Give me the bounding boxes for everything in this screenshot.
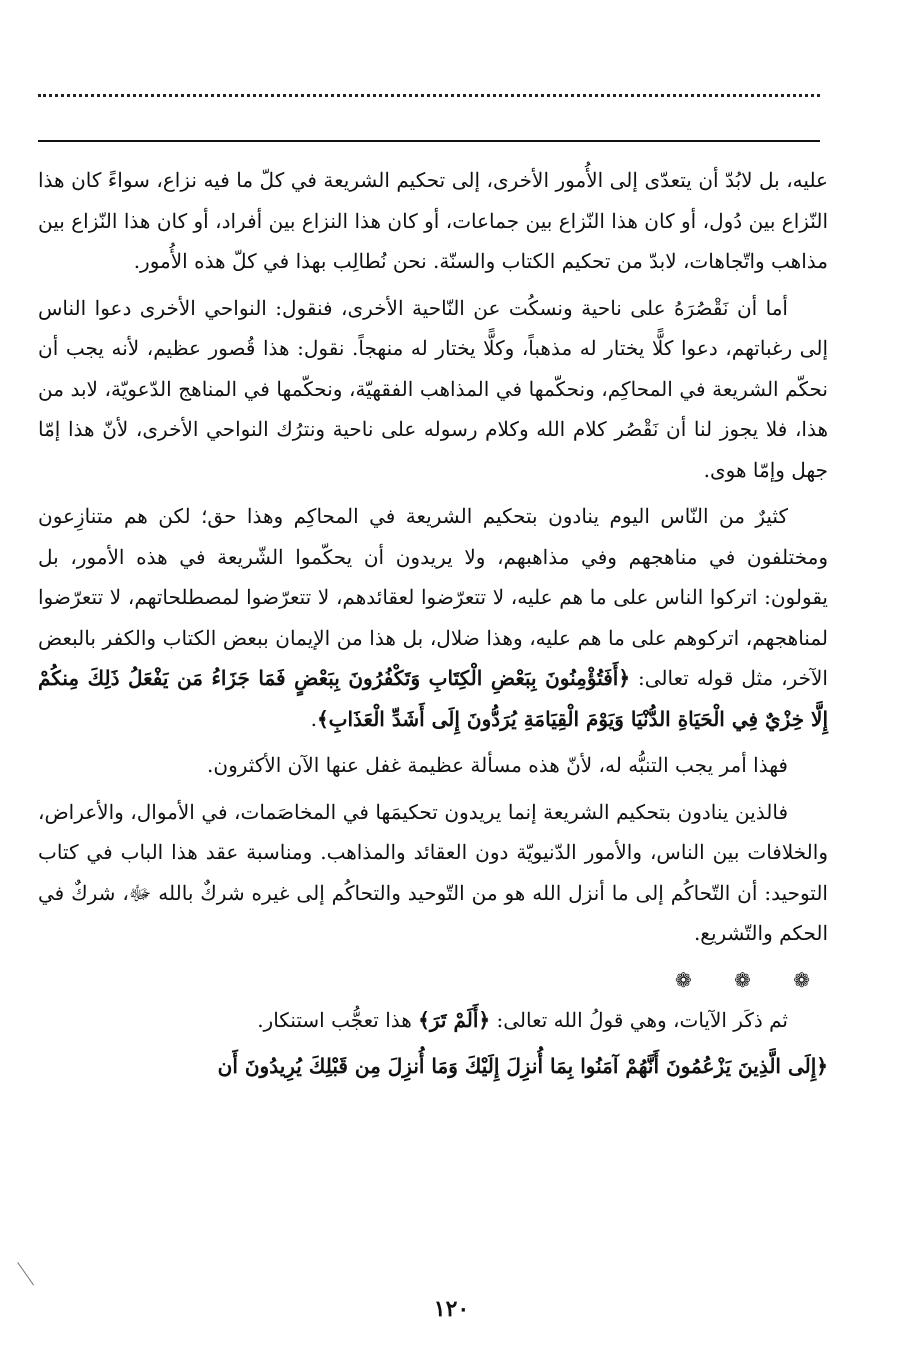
paragraph-7 — [38, 1046, 828, 1087]
page-body — [38, 160, 828, 1093]
section-ornaments: ❁ ❁ ❁ — [675, 967, 828, 992]
paragraph-4-text: فهذا أمر يجب التنبُّه له، لأنّ هذه مسألة عظيمة غفل عنها الآن الأكثرون. — [207, 753, 788, 777]
paragraph-5-text: فالذين ينادون بتحكيم الشريعة إنما يريدون تحكيمَها في المخاصَمات، في الأموال، والأعراض، والخلافات بين الناس، والأمور الدّنيويّة دون العقائد والمذاهب. ومناسبة عقد هذا الباب في كتاب التوحيد: أن التّحاكُم إلى ما أنزل الله هو من التّوحيد والتحاكُم إلى غيره شركٌ بالله ﷻ، شركٌ في الحكم والتّشريع. — [38, 799, 828, 945]
paragraph-2 — [38, 288, 828, 491]
quran-verse-3: ﴿إِلَى الَّذِينَ يَزْعُمُونَ أَنَّهُمْ آمَنُوا بِمَا أُنزِلَ إِلَيْكَ وَمَا أُنزِلَ مِن قَبْلِكَ يُرِيدُونَ أَن — [217, 1054, 828, 1078]
paragraph-6-prefix: ثم ذكَر الآيات، وهي قولُ الله تعالى: — [490, 1007, 788, 1032]
paragraph-5 — [38, 792, 828, 954]
margin-mark — [17, 1262, 34, 1286]
page-number: ١٢٠ — [433, 1296, 470, 1322]
paragraph-4 — [38, 745, 828, 786]
paragraph-6-text: هذا تعجُّب استنكار. — [257, 1007, 419, 1032]
quran-verse-1: ﴿أَفَتُؤْمِنُونَ بِبَعْضِ الْكِتَابِ وَتَكْفُرُونَ بِبَعْضٍ فَمَا جَزَاءُ مَن يَفْعَلُ ذَلِكَ مِنكُمْ إِلَّا خِزْيٌ فِي الْحَيَاةِ الدُّنْيَا وَيَوْمَ الْقِيَامَةِ يُرَدُّونَ إِلَى أَشَدِّ الْعَذَابِ﴾ — [38, 666, 828, 731]
header-dotted-rule — [38, 94, 820, 97]
header-solid-rule — [38, 140, 820, 142]
paragraph-6 — [38, 1000, 828, 1041]
paragraph-3-end: . — [310, 706, 317, 731]
paragraph-1-text: عليه، بل لابُدّ أن يتعدّى إلى الأُمور الأخرى، إلى تحكيم الشريعة في كلّ ما فيه نزاع، سواءً كان هذا النّزاع بين دُول، أو كان هذا النّزاع بين جماعات، أو كان هذا النزاع بين أفراد، أو كان هذا النّزاع بين مذاهب واتّجاهات، لابدّ من تحكيم الكتاب والسنّة. نحن نُطالِب بهذا في كلّ هذه الأُمور. — [38, 168, 828, 273]
paragraph-1 — [38, 160, 828, 282]
quran-verse-2: ﴿أَلَمْ تَرَ﴾ — [418, 1007, 491, 1032]
paragraph-3-text: كثيرٌ من النّاس اليوم ينادون بتحكيم الشريعة في المحاكِم وهذا حق؛ لكن هم متنازِعون ومختلفون في مناهجهم وفي مذاهبهم، ولا يريدون أن يحكّموا الشّريعة في هذه الأمور، بل يقولون: اتركوا الناس على ما هم عليه، لا تتعرّضوا لعقائدهم، لا تتعرّضوا لمصطلحاتهم، لا تتعرّضوا لمناهجهم، اتركوهم على ما هم عليه، وهذا ضلال، بل هذا من الإيمان ببعض الكتاب والكفر بالبعض الآخر، مثل قوله تعالى: — [38, 504, 828, 690]
paragraph-3 — [38, 496, 828, 739]
paragraph-2-text: أما أن نَقْصُرَهُ على ناحية ونسكُت عن النّاحية الأخرى، فنقول: النواحي الأخرى دعوا الناس إلى رغباتهم، دعوا كلًّا يختار له مذهباً، وكلًّا يختار له منهجاً. نقول: هذا قُصور عظيم، لأنه يجب أن نحكّم الشريعة في المحاكِم، ونحكّمها في المذاهب الفقهيّة، ونحكّمها في المناهج الدّعويّة، لابد من هذا، فلا يجوز لنا أن نَقْصُر كلام الله وكلام رسوله على ناحية ونترُك النواحي الأخرى، لأنّ هذا إمّا جهل وإمّا هوى. — [38, 295, 829, 482]
